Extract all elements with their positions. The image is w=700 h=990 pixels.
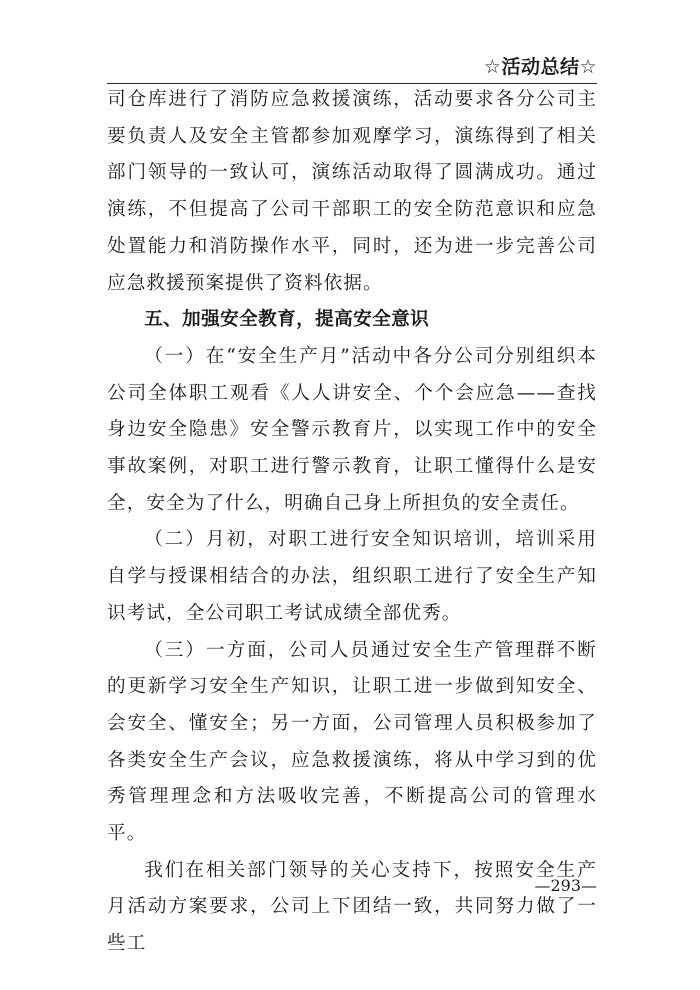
body-paragraph-1: （一）在“安全生产月”活动中各分公司分别组织本公司全体职工观看《人人讲安全、个个会应急——查找身边安全隐患》安全警示教育片，以实现工作中的安全事故案例，对职工进行警示教育，让职工懂得什么是安全，安全为了什么，明确自己身上所担负的安全责任。 — [107, 345, 597, 514]
page-number: —293— — [534, 876, 597, 895]
header-title: ☆活动总结☆ — [483, 56, 597, 78]
body-paragraph-closing: 我们在相关部门领导的关心支持下，按照安全生产月活动方案要求，公司上下团结一致，共同努力做了一些工 — [107, 859, 597, 955]
body-paragraph-2: （二）月初，对职工进行安全知识培训，培训采用自学与授课相结合的办法，组织职工进行了安全生产知识考试，全公司职工考试成绩全部优秀。 — [107, 529, 597, 624]
body-paragraph-continued: 司仓库进行了消防应急救援演练，活动要求各分公司主要负责人及安全主管都参加观摩学习，演练得到了相关部门领导的一致认可，演练活动取得了圆满成功。通过演练，不但提高了公司干部职工的安全防范意识和应急处置能力和消防操作水平，同时，还为进一步完善公司应急救援预案提供了资料依据。 — [107, 89, 597, 294]
page-header — [107, 55, 597, 84]
document-body — [107, 82, 597, 963]
section-heading-5: 五、加强安全教育，提高安全意识 — [144, 309, 430, 331]
body-paragraph-3: （三）一方面，公司人员通过安全生产管理群不断的更新学习安全生产知识，让职工进一步做到知安全、会安全、懂安全；另一方面，公司管理人员积极参加了各类安全生产会议，应急救援演练，将从中学习到的优秀管理理念和方法吸收完善，不断提高公司的管理水平。 — [107, 639, 597, 845]
